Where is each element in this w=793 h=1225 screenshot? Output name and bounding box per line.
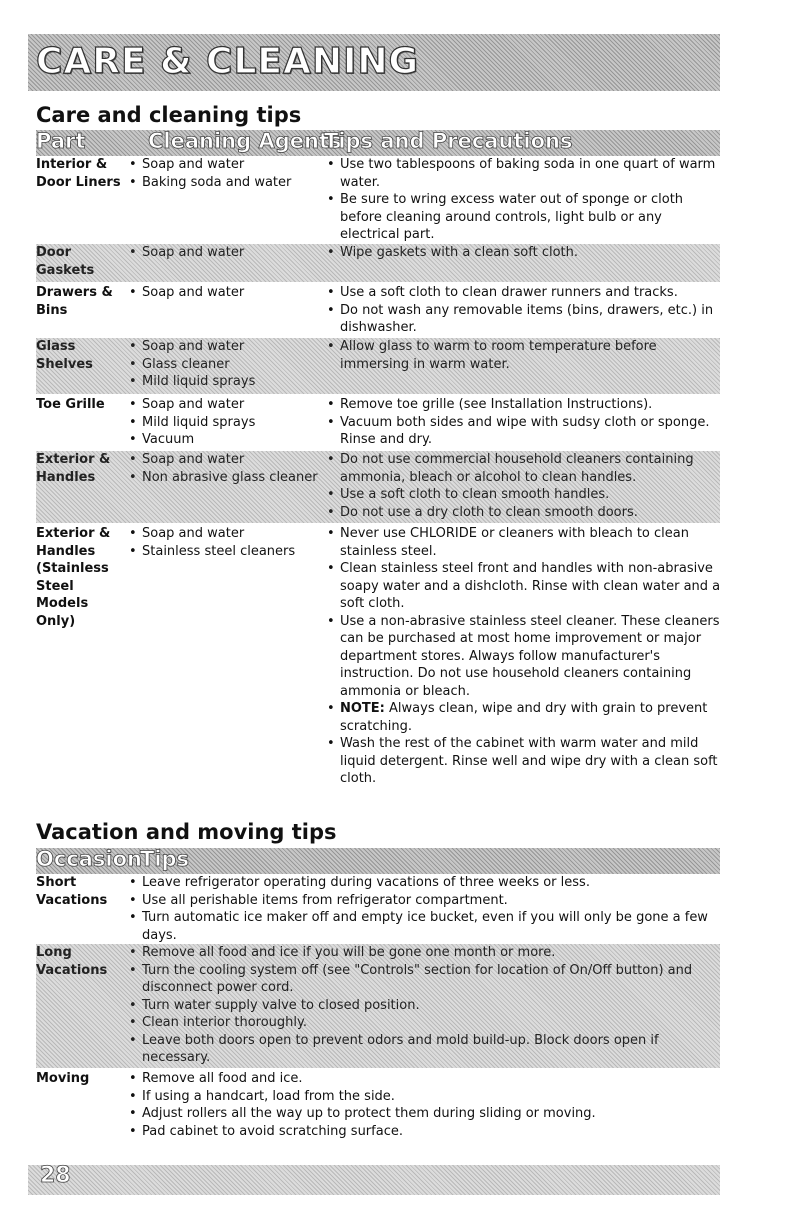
header-tips: Tips xyxy=(140,847,190,871)
list-item: • Soap and water xyxy=(126,525,321,543)
list-item: • Soap and water xyxy=(126,284,321,302)
row-part-label: Short Vacations xyxy=(36,875,108,908)
list-item: • Stainless steel cleaners xyxy=(126,543,321,561)
cleaning-agents-list xyxy=(126,451,321,486)
list-item: • Pad cabinet to avoid scratching surface. xyxy=(126,1123,724,1141)
list-item: • Use a soft cloth to clean drawer runners and tracks. xyxy=(324,284,724,302)
table-row xyxy=(36,525,720,815)
footer-bar xyxy=(28,1165,720,1195)
cleaning-agents-list xyxy=(126,244,321,262)
list-item: • Be sure to wring excess water out of sponge or cloth before cleaning around controls, light bulb or any electrical part. xyxy=(324,191,724,244)
table-row xyxy=(36,244,720,282)
table-row xyxy=(36,156,720,244)
table-row xyxy=(36,874,720,944)
row-part-label: Exterior & Handles (Stainless Steel Models Only) xyxy=(36,526,111,629)
header-tips-precautions: Tips and Precautions xyxy=(324,129,573,153)
header-part: Part xyxy=(36,129,86,153)
cleaning-agents-list xyxy=(126,396,321,449)
list-item: • Do not wash any removable items (bins, drawers, etc.) in dishwasher. xyxy=(324,302,724,337)
list-item: • Wipe gaskets with a clean soft cloth. xyxy=(324,244,724,262)
table-row xyxy=(36,338,720,394)
table-row xyxy=(36,451,720,523)
row-part-label: Toe Grille xyxy=(36,397,105,412)
list-item: • Use all perishable items from refrigerator compartment. xyxy=(126,892,724,910)
row-part-label: Moving xyxy=(36,1071,90,1086)
cleaning-agents-list xyxy=(126,284,321,302)
tips-list xyxy=(126,1070,724,1140)
list-item: • Leave refrigerator operating during vacations of three weeks or less. xyxy=(126,874,724,892)
list-item: • Clean interior thoroughly. xyxy=(126,1014,724,1032)
list-item: • Mild liquid sprays xyxy=(126,414,321,432)
list-item: • Glass cleaner xyxy=(126,356,321,374)
section-banner xyxy=(28,34,720,91)
row-part-label: Drawers & Bins xyxy=(36,285,113,318)
list-item: • Soap and water xyxy=(126,451,321,469)
list-item: • Do not use a dry cloth to clean smooth doors. xyxy=(324,504,724,522)
header-cleaning-agents: Cleaning Agents xyxy=(148,129,342,153)
list-item: • Vacuum xyxy=(126,431,321,449)
list-item: • Remove toe grille (see Installation Instructions). xyxy=(324,396,724,414)
tips-list xyxy=(126,944,724,1067)
row-part-label: Door Gaskets xyxy=(36,245,95,278)
banner-title: CARE & CLEANING xyxy=(36,41,420,82)
row-part-label: Interior & Door Liners xyxy=(36,157,121,190)
cleaning-agents-list xyxy=(126,525,321,560)
cleaning-agents-list xyxy=(126,338,321,391)
tips-list xyxy=(324,244,724,262)
list-item: • If using a handcart, load from the side. xyxy=(126,1088,724,1106)
note-text: NOTE: Always clean, wipe and dry with grain to prevent scratching. xyxy=(340,701,708,734)
list-item: • Remove all food and ice. xyxy=(126,1070,724,1088)
care-table-header xyxy=(36,130,720,156)
table-row xyxy=(36,1070,720,1150)
list-item: • Soap and water xyxy=(126,396,321,414)
list-item: • Use two tablespoons of baking soda in one quart of warm water. xyxy=(324,156,724,191)
list-item: • Remove all food and ice if you will be gone one month or more. xyxy=(126,944,724,962)
page-number: 28 xyxy=(40,1163,71,1188)
table-row xyxy=(36,396,720,450)
list-item: • Soap and water xyxy=(126,244,321,262)
list-item: • Adjust rollers all the way up to protect them during sliding or moving. xyxy=(126,1105,724,1123)
tips-list xyxy=(126,874,724,944)
list-item: • Non abrasive glass cleaner xyxy=(126,469,321,487)
list-item: • Turn water supply valve to closed position. xyxy=(126,997,724,1015)
list-item: • Baking soda and water xyxy=(126,174,321,192)
table-row xyxy=(36,944,720,1068)
list-item: • Turn automatic ice maker off and empty ice bucket, even if you will only be gone a few days. xyxy=(126,909,724,944)
list-item: • Soap and water xyxy=(126,338,321,356)
row-part-label: Glass Shelves xyxy=(36,339,93,372)
list-item: • Never use CHLORIDE or cleaners with bleach to clean stainless steel. xyxy=(324,525,724,560)
tips-list xyxy=(324,396,724,449)
list-item: • Use a non-abrasive stainless steel cleaner. These cleaners can be purchased at most home improvement or major department stores. Always follow manufacturer's instruction. Do not use household cleaners containing ammonia or bleach. xyxy=(324,613,724,701)
vacation-moving-heading: Vacation and moving tips xyxy=(36,820,337,844)
care-cleaning-heading: Care and cleaning tips xyxy=(36,103,302,127)
tips-list xyxy=(324,451,724,521)
list-item xyxy=(324,700,724,735)
list-item: • Wash the rest of the cabinet with warm water and mild liquid detergent. Rinse well and wipe dry with a clean soft cloth. xyxy=(324,735,724,788)
list-item: • Mild liquid sprays xyxy=(126,373,321,391)
list-item: • Turn the cooling system off (see "Controls" section for location of On/Off button) and disconnect power cord. xyxy=(126,962,724,997)
list-item: • Leave both doors open to prevent odors and mold build-up. Block doors open if necessary. xyxy=(126,1032,724,1067)
list-item: • Allow glass to warm to room temperature before immersing in warm water. xyxy=(324,338,724,373)
cleaning-agents-list xyxy=(126,156,321,191)
tips-list xyxy=(324,525,724,788)
list-item: • Vacuum both sides and wipe with sudsy cloth or sponge. Rinse and dry. xyxy=(324,414,724,449)
list-item: • Use a soft cloth to clean smooth handles. xyxy=(324,486,724,504)
list-item: • Soap and water xyxy=(126,156,321,174)
list-item: • Do not use commercial household cleaners containing ammonia, bleach or alcohol to clean handles. xyxy=(324,451,724,486)
list-item: • Clean stainless steel front and handles with non-abrasive soapy water and a dishcloth. Rinse with clean water and a soft cloth. xyxy=(324,560,724,613)
row-part-label: Exterior & Handles xyxy=(36,452,111,485)
header-occasion: Occasion xyxy=(36,847,142,871)
tips-list xyxy=(324,284,724,337)
tips-list xyxy=(324,156,724,244)
table-row xyxy=(36,284,720,338)
row-part-label: Long Vacations xyxy=(36,945,108,978)
tips-list xyxy=(324,338,724,373)
vacation-table-header xyxy=(36,848,720,874)
